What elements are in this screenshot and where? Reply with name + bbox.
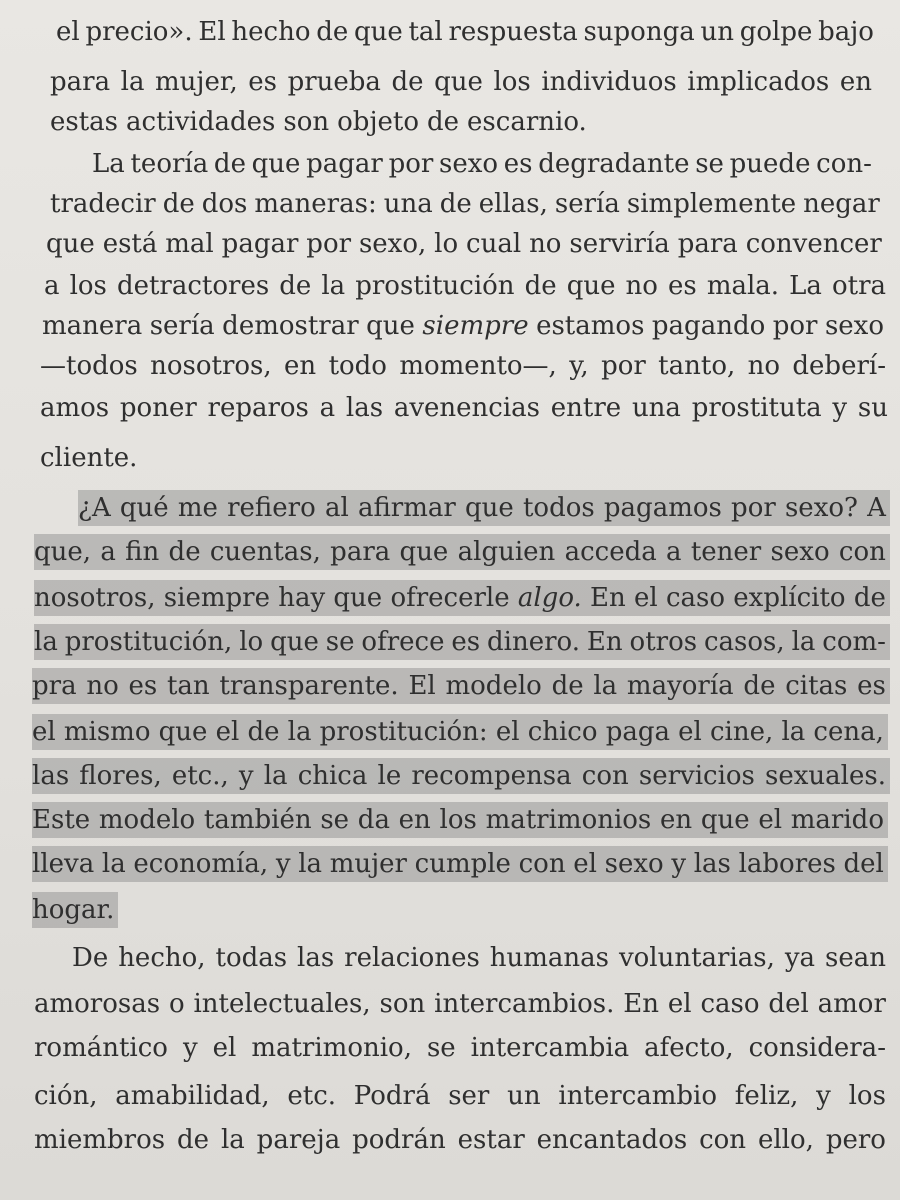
word: de [247, 717, 280, 747]
word: el [56, 17, 80, 47]
word: ción, [34, 1081, 98, 1111]
text-line [50, 104, 587, 140]
word: las [345, 393, 384, 423]
word: miembros [34, 1125, 166, 1155]
word: ofrecerle [390, 583, 510, 613]
word: hogar. [32, 895, 115, 925]
text-line [34, 1078, 886, 1114]
word: lleva [32, 849, 95, 879]
word: etc., [171, 761, 229, 791]
text-line [56, 14, 874, 50]
word: labores [738, 849, 836, 879]
word: intercambios. [434, 989, 615, 1019]
word: el [215, 717, 240, 747]
word: mal [165, 229, 214, 259]
word: en [839, 67, 872, 97]
word: es [128, 671, 158, 701]
word: le [377, 761, 402, 791]
word: las [297, 943, 335, 973]
word: el [32, 717, 56, 747]
word: —todos [40, 351, 138, 381]
word: Podrá [353, 1081, 431, 1111]
word: es [668, 271, 697, 301]
highlighted-text-line [34, 534, 890, 570]
word: otra [831, 271, 886, 301]
word: sexo [439, 149, 499, 179]
word: el [758, 805, 783, 835]
word: matrimonios [485, 805, 652, 835]
word: En [623, 989, 660, 1019]
highlighted-text-line [32, 668, 890, 704]
word: el [634, 583, 658, 613]
word: la [101, 849, 126, 879]
word: modelo [445, 671, 542, 701]
word: no [86, 671, 119, 701]
word: feliz, [734, 1081, 799, 1111]
word: mismo [63, 717, 151, 747]
word: de [427, 107, 460, 137]
word: caso [700, 989, 760, 1019]
word: bajo [818, 17, 874, 47]
text-line [50, 64, 872, 100]
word: momento—, [399, 351, 557, 381]
word: está [102, 229, 158, 259]
word: y [671, 849, 687, 879]
word: en [660, 805, 693, 835]
highlighted-text-line [34, 580, 890, 616]
word: o [168, 989, 185, 1019]
word: prostitución: [319, 717, 488, 747]
word: nosotros, [150, 351, 272, 381]
word: prostituta [691, 393, 822, 423]
word: hecho, [118, 943, 206, 973]
word: también [203, 805, 312, 835]
text-line [72, 940, 886, 976]
word: el [678, 717, 702, 747]
word: la [593, 671, 618, 701]
word: de [853, 583, 886, 613]
word: los [439, 805, 477, 835]
word: fin [125, 537, 160, 567]
word: que [399, 537, 449, 567]
word: prueba [287, 67, 381, 97]
text-line [34, 1030, 886, 1066]
word: De [72, 943, 109, 973]
word: marido [790, 805, 884, 835]
text-line [34, 1122, 886, 1158]
word: de [743, 671, 776, 701]
word: considera- [748, 1033, 886, 1063]
word: y [816, 1081, 831, 1111]
word: en [284, 351, 317, 381]
word: actividades [126, 107, 276, 137]
word: matrimonio, [251, 1033, 412, 1063]
word: deberí- [792, 351, 886, 381]
word: por [306, 229, 352, 259]
word: mujer, [155, 67, 238, 97]
word: los [848, 1081, 886, 1111]
word: de [213, 149, 246, 179]
word: la [34, 627, 58, 657]
word: estas [50, 107, 119, 137]
word: flores, [79, 761, 162, 791]
word: no [529, 229, 562, 259]
word: escarnio. [467, 107, 587, 137]
word: que [353, 17, 403, 47]
word: que [700, 805, 750, 835]
word: sexo [770, 537, 830, 567]
word: nosotros, [34, 583, 156, 613]
word: los [493, 67, 531, 97]
word: de [279, 271, 312, 301]
word: ofrece [361, 627, 445, 657]
word: manera [42, 311, 143, 341]
word: reparos [207, 393, 309, 423]
word: suponga [583, 17, 695, 47]
word: explícito [733, 583, 846, 613]
word: lo [434, 229, 459, 259]
word: mayoría [626, 671, 734, 701]
word: mala. [706, 271, 780, 301]
word: un [700, 17, 734, 47]
word: por [731, 493, 776, 523]
word: cena, [813, 717, 884, 747]
word: sean [825, 943, 886, 973]
highlighted-text-line [32, 892, 118, 928]
word: amos [40, 393, 110, 423]
word: detractores [116, 271, 270, 301]
word: podrán [352, 1125, 446, 1155]
word: tal [408, 17, 443, 47]
text-line [92, 146, 872, 182]
word: la [120, 67, 145, 97]
word: no [625, 271, 658, 301]
text-line [42, 308, 884, 344]
word: hecho [231, 17, 311, 47]
word: demostrar [222, 311, 359, 341]
word: paga [605, 717, 670, 747]
word: de [168, 537, 201, 567]
word: chico [527, 717, 598, 747]
word: tanto, [658, 351, 736, 381]
word: el [573, 849, 597, 879]
word: que [333, 583, 383, 613]
word: La [789, 271, 822, 301]
word: no [747, 351, 781, 381]
word: en [398, 805, 431, 835]
word: avenencias [393, 393, 541, 423]
word: sería [554, 189, 620, 219]
word: etc. [287, 1081, 337, 1111]
word: con [699, 1125, 747, 1155]
word: se [695, 149, 724, 179]
word: y, [569, 351, 589, 381]
word: degradante [538, 149, 690, 179]
word: El [198, 17, 226, 47]
text-line [40, 440, 137, 476]
word: y [275, 849, 291, 879]
word: da [357, 805, 390, 835]
word: me [177, 493, 218, 523]
word: hay [278, 583, 326, 613]
word: romántico [34, 1033, 168, 1063]
word: es [248, 67, 278, 97]
word: y [238, 761, 254, 791]
word: siempre [163, 583, 270, 613]
word: de [391, 67, 424, 97]
word: modelo [98, 805, 196, 835]
word: se [320, 805, 350, 835]
word: algo. [517, 583, 582, 613]
word: el [667, 989, 692, 1019]
word: acceda [564, 537, 657, 567]
word: y [182, 1033, 198, 1063]
word: tener [690, 537, 762, 567]
word: cine, [710, 717, 774, 747]
word: pra [32, 671, 77, 701]
word: con- [816, 149, 872, 179]
word: entre [550, 393, 622, 423]
word: amorosas [34, 989, 161, 1019]
highlighted-text-line [32, 846, 888, 882]
word: puede [729, 149, 811, 179]
word: que [158, 717, 208, 747]
word: intercambia [470, 1033, 630, 1063]
word: Este [32, 805, 91, 835]
word: cual [466, 229, 522, 259]
word: sexo, [358, 229, 427, 259]
word: sexo [604, 849, 664, 879]
word: que [465, 493, 514, 523]
word: ello, [757, 1125, 814, 1155]
word: un [507, 1081, 541, 1111]
word: amabilidad, [115, 1081, 270, 1111]
word: con [838, 537, 886, 567]
word: la [220, 1125, 245, 1155]
word: individuos [541, 67, 677, 97]
word: casos, [703, 627, 785, 657]
word: En [586, 627, 623, 657]
word: dos [201, 189, 248, 219]
word: cliente. [40, 443, 138, 473]
word: pagando [651, 311, 766, 341]
word: cuentas, [209, 537, 321, 567]
word: afirmar [357, 493, 456, 523]
word: caso [665, 583, 726, 613]
word: siempre [422, 311, 529, 341]
highlighted-text-line [32, 714, 888, 750]
word: recompensa [411, 761, 572, 791]
word: economía, [133, 849, 269, 879]
word: a [44, 271, 60, 301]
word: humanas [489, 943, 609, 973]
word: que [46, 229, 95, 259]
word: la [791, 627, 816, 657]
text-line [46, 226, 882, 262]
word: a [100, 537, 116, 567]
word: La [92, 149, 125, 179]
word: transparente. [219, 671, 399, 701]
word: que [251, 149, 301, 179]
word: de [316, 17, 349, 47]
word: sería [149, 311, 215, 341]
word: voluntarias, [618, 943, 775, 973]
word: intelectuales, [193, 989, 371, 1019]
word: que, [34, 537, 92, 567]
word: tradecir [50, 189, 156, 219]
word: En [590, 583, 626, 613]
text-line [40, 390, 888, 426]
word: pero [825, 1125, 886, 1155]
word: de [162, 189, 195, 219]
word: cumple [414, 849, 511, 879]
word: simplemente [626, 189, 797, 219]
word: lo [239, 627, 264, 657]
word: que [566, 271, 616, 301]
word: se [325, 627, 355, 657]
text-line [50, 186, 880, 222]
word: el [495, 717, 520, 747]
word: todas [215, 943, 288, 973]
word: de [524, 271, 557, 301]
word: las [32, 761, 70, 791]
word: sexuales. [765, 761, 886, 791]
word: servicios [638, 761, 755, 791]
word: respuesta [448, 17, 578, 47]
word: dinero. [487, 627, 580, 657]
word: es [503, 149, 533, 179]
word: con [518, 849, 566, 879]
word: las [693, 849, 731, 879]
word: por [601, 351, 646, 381]
word: amor [817, 989, 886, 1019]
text-line [44, 268, 886, 304]
word: del [768, 989, 809, 1019]
word: pagar [306, 149, 383, 179]
word: ya [784, 943, 816, 973]
word: son [379, 989, 426, 1019]
word: que [434, 67, 483, 97]
word: ellas, [478, 189, 548, 219]
word: que [366, 311, 415, 341]
word: es [857, 671, 886, 701]
word: teoría [130, 149, 209, 179]
highlighted-text-line [32, 758, 890, 794]
word: afecto, [644, 1033, 734, 1063]
word: sexo? [784, 493, 858, 523]
word: que [270, 627, 319, 657]
word: ser [448, 1081, 490, 1111]
word: golpe [739, 17, 813, 47]
word: serviría [569, 229, 670, 259]
word: prostitución, [64, 627, 233, 657]
word: la [321, 271, 346, 301]
word: pagar [221, 229, 299, 259]
word: encantados [536, 1125, 688, 1155]
word: al [324, 493, 349, 523]
word: de [551, 671, 584, 701]
word: ¿A [78, 493, 111, 523]
highlighted-text-line [78, 490, 890, 526]
word: com- [822, 627, 886, 657]
word: la [781, 717, 806, 747]
word: estar [457, 1125, 525, 1155]
word: sexo [824, 311, 884, 341]
word: para [677, 229, 738, 259]
word: qué [119, 493, 169, 523]
word: chica [297, 761, 368, 791]
word: alguien [457, 537, 556, 567]
word: los [69, 271, 107, 301]
word: de [177, 1125, 210, 1155]
word: prostitución [355, 271, 515, 301]
highlighted-text-line [32, 802, 888, 838]
word: de [439, 189, 472, 219]
highlighted-text-line [34, 624, 890, 660]
word: negar [803, 189, 880, 219]
word: el [212, 1033, 237, 1063]
word: implicados [687, 67, 830, 97]
word: todo [328, 351, 387, 381]
word: del [843, 849, 884, 879]
word: El [408, 671, 436, 701]
word: poner [119, 393, 197, 423]
word: la [287, 717, 312, 747]
word: la [298, 849, 323, 879]
word: a [319, 393, 336, 423]
word: mujer [329, 849, 407, 879]
word: convencer [745, 229, 882, 259]
word: refiero [227, 493, 316, 523]
word: por [772, 311, 818, 341]
word: es [451, 627, 481, 657]
word: para [330, 537, 391, 567]
word: pareja [256, 1125, 341, 1155]
word: otros [629, 627, 698, 657]
word: su [857, 393, 888, 423]
word: tan [166, 671, 210, 701]
word: una [383, 189, 433, 219]
word: intercambio [558, 1081, 718, 1111]
word: una [631, 393, 681, 423]
word: estamos [536, 311, 645, 341]
word: y [832, 393, 848, 423]
text-line [34, 986, 886, 1022]
word: precio». [85, 17, 193, 47]
word: son [283, 107, 330, 137]
word: por [388, 149, 434, 179]
word: objeto [337, 107, 419, 137]
word: la [263, 761, 288, 791]
word: todos [522, 493, 595, 523]
word: con [581, 761, 629, 791]
word: citas [785, 671, 848, 701]
text-line [40, 348, 886, 384]
word: se [426, 1033, 456, 1063]
word: para [50, 67, 111, 97]
word: A [867, 493, 886, 523]
word: relaciones [344, 943, 480, 973]
word: a [666, 537, 682, 567]
word: pagamos [603, 493, 722, 523]
word: maneras: [254, 189, 377, 219]
